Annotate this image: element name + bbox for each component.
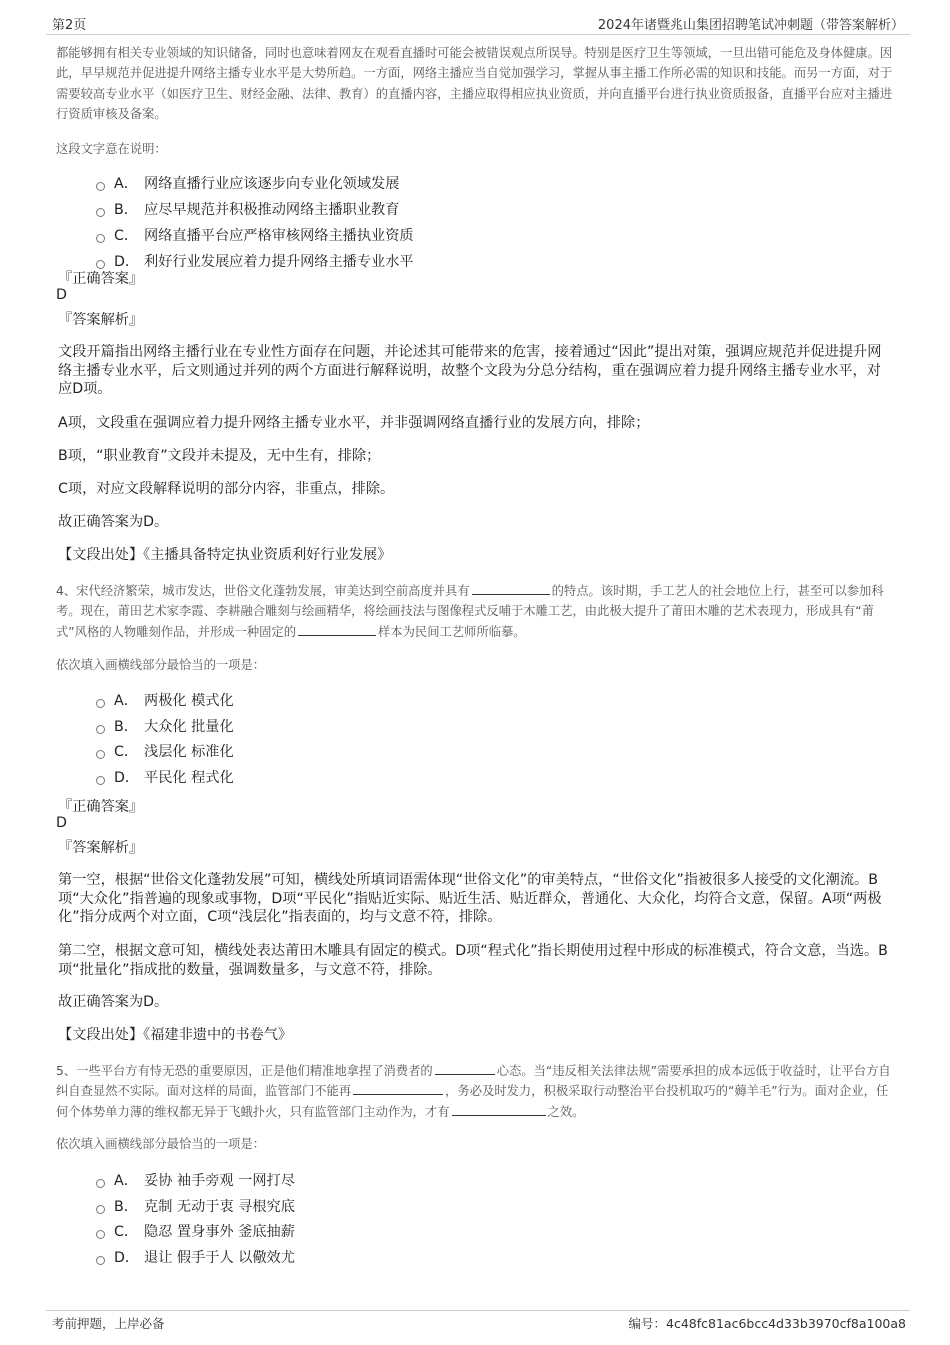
option-text: 网络直播平台应严格审核网络主播执业资质 [144, 228, 414, 244]
document-code: 编号：4c48fc81ac6bcc4d33b3970cf8a100a8 [628, 1316, 906, 1331]
option-letter: A． [114, 176, 138, 192]
radio-icon[interactable] [96, 1230, 105, 1239]
q3-option-a[interactable] [96, 173, 399, 193]
q3-analysis-para: 故正确答案为D。 [58, 514, 169, 530]
q3-analysis-label: 『答案解析』 [58, 312, 144, 328]
radio-icon[interactable] [96, 182, 105, 191]
q4-prompt: 依次填入画横线部分最恰当的一项是： [56, 658, 266, 672]
option-letter: B． [114, 719, 138, 735]
q4-stem-text: 4、宋代经济繁荣，城市发达，世俗文化蓬勃发展，审美达到空前高度并具有 [56, 584, 470, 598]
fill-blank [353, 1082, 443, 1095]
q3-answer-label: 『正确答案』 [58, 271, 144, 287]
fill-blank [435, 1062, 495, 1075]
q4-option-a[interactable] [96, 690, 234, 710]
radio-icon[interactable] [96, 725, 105, 734]
option-letter: B． [114, 202, 138, 218]
option-letter: D． [114, 1250, 140, 1266]
option-letter: D． [114, 254, 140, 270]
option-letter: A． [114, 1173, 138, 1189]
option-letter: C． [114, 228, 139, 244]
q5-prompt: 依次填入画横线部分最恰当的一项是： [56, 1137, 266, 1151]
radio-icon[interactable] [96, 750, 105, 759]
q5-stem [56, 1061, 898, 1122]
q4-stem [56, 581, 898, 642]
option-text: 平民化 程式化 [144, 770, 234, 786]
q3-prompt: 这段文字意在说明： [56, 142, 167, 156]
option-letter: B． [114, 1199, 138, 1215]
q3-answer: D [56, 287, 67, 303]
radio-icon[interactable] [96, 699, 105, 708]
q3-passage: 都能够拥有相关专业领域的知识储备，同时也意味着网友在观看直播时可能会被错误观点所误导。特别是医疗卫生等领域，一旦出错可能危及身体健康。因此，早早规范并促进提升网络主播专业水平是大势所趋。一方面，网络主播应当自觉加强学习，掌握从事主播工作所必需的知识和技能。而另一方面，对于需要较高专业水平（如医疗卫生、财经金融、法律、教育）的直播内容，主播应取得相应执业资质，并向直播平台进行执业资质报备，直播平台应对主播进行资质审核及备案。 [56, 46, 893, 121]
option-text: 妥协 袖手旁观 一网打尽 [144, 1173, 295, 1189]
footer-slogan: 考前押题，上岸必备 [52, 1316, 165, 1331]
option-text: 利好行业发展应着力提升网络主播专业水平 [144, 254, 414, 270]
q5-option-b[interactable] [96, 1196, 295, 1216]
option-letter: C． [114, 744, 139, 760]
q5-stem-text: 5、一些平台方有恃无恐的重要原因，正是他们精准地拿捏了消费者的 [56, 1064, 433, 1078]
q5-option-a[interactable] [96, 1170, 295, 1190]
q5-option-c[interactable] [96, 1221, 295, 1241]
q4-option-c[interactable] [96, 741, 234, 761]
q3-analysis-para: B项，“职业教育”文段并未提及，无中生有，排除； [58, 448, 381, 464]
option-text: 应尽早规范并积极推动网络主播职业教育 [144, 202, 400, 218]
option-text: 两极化 模式化 [144, 693, 234, 709]
radio-icon[interactable] [96, 1179, 105, 1188]
q3-analysis-para: C项，对应文段解释说明的部分内容，非重点，排除。 [58, 481, 395, 497]
q4-source: 【文段出处】《福建非遗中的书卷气》 [58, 1027, 293, 1043]
q3-analysis-para: 文段开篇指出网络主播行业在专业性方面存在问题，并论述其可能带来的危害，接着通过“因此”提出对策，强调应规范并促进提升网络主播专业水平，后文则通过并列的两个方面进行解释说明，故整个文段为分总分结构，重在强调应着力提升网络主播专业水平，对应D项。 [58, 344, 882, 397]
q4-analysis-label: 『答案解析』 [58, 840, 144, 856]
footer-divider [46, 1310, 910, 1311]
q5-stem-text: 心态。当“违反相关法律法规”需要承担的成本远低于收益时，让平台方自纠自查显然不实际。面对这样的局面，监管部门不能再 [56, 1064, 891, 1099]
radio-icon[interactable] [96, 1205, 105, 1214]
option-letter: C． [114, 1224, 139, 1240]
q5-option-d[interactable] [96, 1247, 295, 1267]
q5-stem-text: 之效。 [547, 1104, 585, 1119]
option-text: 隐忍 置身事外 釜底抽薪 [144, 1224, 295, 1240]
q4-answer: D [56, 815, 67, 831]
q4-analysis-para: 故正确答案为D。 [58, 994, 169, 1010]
q4-answer-label: 『正确答案』 [58, 799, 144, 815]
q3-source: 【文段出处】《主播具备特定执业资质利好行业发展》 [58, 547, 392, 563]
option-text: 退让 假手于人 以儆效尤 [144, 1250, 295, 1266]
q3-option-b[interactable] [96, 199, 399, 219]
q4-stem-text: 样本为民间工艺师所临摹。 [378, 624, 526, 639]
radio-icon[interactable] [96, 234, 105, 243]
radio-icon[interactable] [96, 208, 105, 217]
header-divider [46, 34, 910, 35]
option-letter: A． [114, 693, 138, 709]
q4-analysis-para: 第一空，根据“世俗文化蓬勃发展”可知，横线处所填词语需体现“世俗文化”的审美特点，“世俗文化”指被很多人接受的文化潮流。B项“大众化”指普遍的现象或事物，D项“平民化”指贴近实际、贴近生活、贴近群众，普通化、大众化，均符合文意，保留。A项“两极化”指分成两个对立面，C项“浅层化”指表面的，均与文意不符，排除。 [58, 872, 882, 925]
option-text: 大众化 批量化 [144, 719, 234, 735]
fill-blank [298, 623, 376, 636]
q4-analysis-para: 第二空，根据文意可知，横线处表达莆田木雕具有固定的模式。D项“程式化”指长期使用过程中形成的标准模式，符合文意，当选。B项“批量化”指成批的数量，强调数量多，与文意不符，排除。 [58, 943, 888, 978]
fill-blank [452, 1103, 546, 1116]
radio-icon[interactable] [96, 1256, 105, 1265]
q5-stem-text: ，务必及时发力，积极采取行动整治平台投机取巧的“薅羊毛”行为。面对企业，任何个体势单力薄的维权都无异于飞蛾扑火，只有监管部门主动作为，才有 [56, 1084, 889, 1119]
option-text: 克制 无动于衷 寻根究底 [144, 1199, 295, 1215]
q3-option-c[interactable] [96, 225, 414, 245]
q4-option-d[interactable] [96, 767, 234, 787]
radio-icon[interactable] [96, 776, 105, 785]
page-number: 第2页 [52, 18, 87, 33]
q4-option-b[interactable] [96, 716, 234, 736]
q4-stem-text: 的特点。该时期，手工艺人的社会地位上行，甚至可以参加科考。现在，莆田艺术家李霞、李耕融合雕刻与绘画精华，将绘画技法与图像程式反哺于木雕工艺，由此极大提升了莆田木雕的艺术表现力，形成具有“莆式”风格的人物雕刻作品，并形成一种固定的 [56, 584, 884, 639]
option-text: 网络直播行业应该逐步向专业化领域发展 [144, 176, 400, 192]
q3-option-d[interactable] [96, 251, 414, 271]
q3-analysis-para: A项，文段重在强调应着力提升网络主播专业水平，并非强调网络直播行业的发展方向，排除； [58, 415, 650, 431]
document-title: 2024年诸暨兆山集团招聘笔试冲刺题（带答案解析） [597, 18, 904, 33]
fill-blank [472, 582, 550, 595]
option-text: 浅层化 标准化 [144, 744, 234, 760]
option-letter: D． [114, 770, 140, 786]
